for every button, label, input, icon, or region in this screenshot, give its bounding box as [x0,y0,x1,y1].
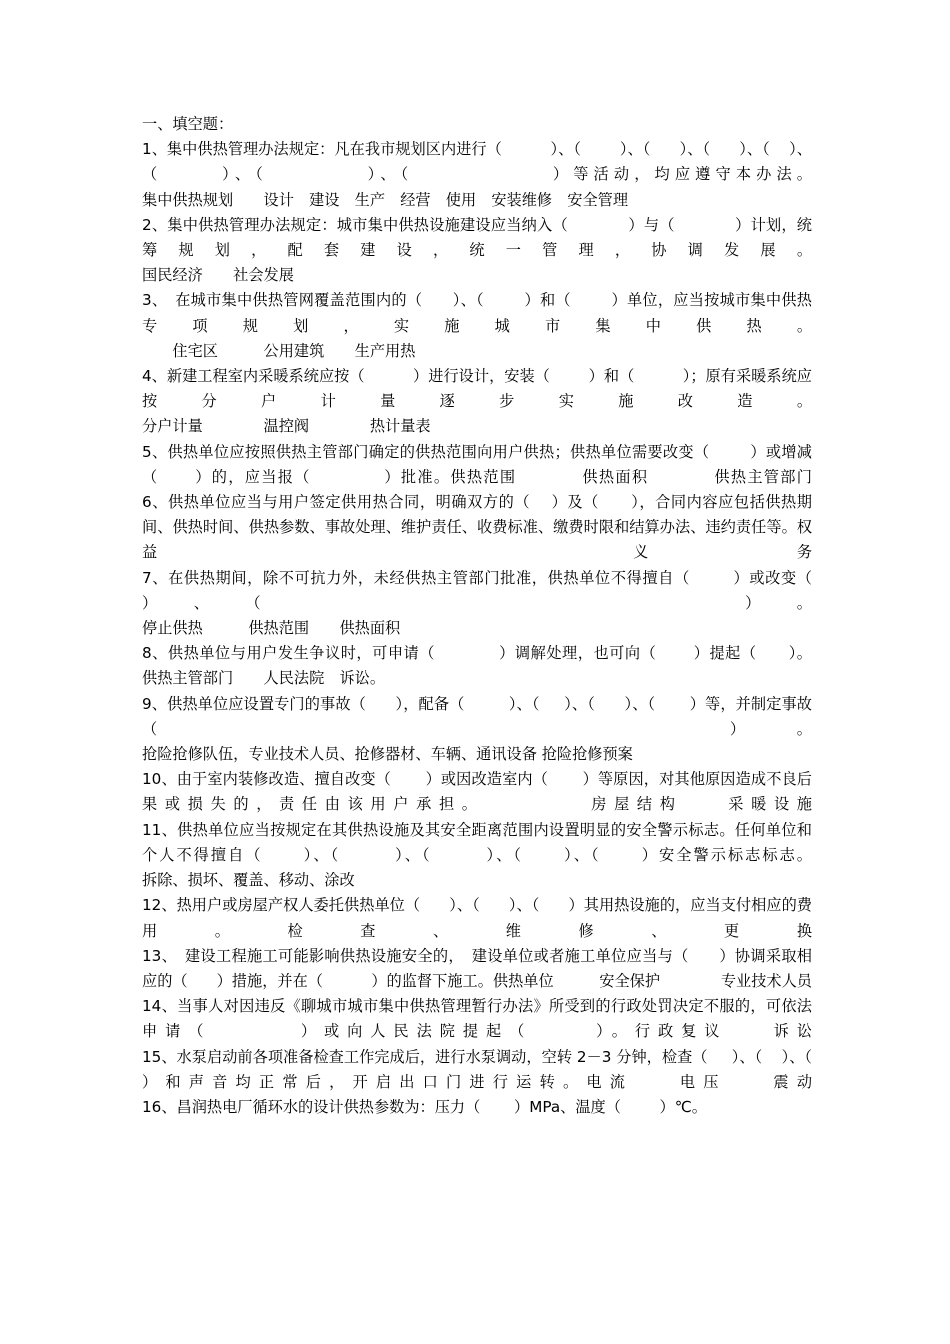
question-13-text: 13、 建设工程施工可能影响供热设施安全的， 建设单位或者施工单位应当与（ ）协调采取相应的（ ）措施，并在（ ）的监督下施工。供热单位 安全保护 专业技术人员 [142,946,812,990]
question-9-answer: 抢险抢修队伍，专业技术人员、抢修器材、车辆、通讯设备 抢险抢修预案 [142,745,633,764]
question-2-text: 2、集中供热管理办法规定：城市集中供热设施建设应当纳入（ ）与（ ）计划，统筹规划，配套建设，统一管理，协调发展。 [142,215,812,260]
question-11-text: 11、供热单位应当按规定在其供热设施及其安全距离范围内设置明显的安全警示标志。任何单位和个人不得擅自（ ）、（ ）、（ ）、（ ）、（ ）安全警示标志标志。 [142,820,812,864]
question-16-text: 16、昌润热电厂循环水的设计供热参数为：压力（ ）MPa、温度（ ）℃。 [142,1097,707,1116]
question-6-text: 6、供热单位应当与用户签定供用热合同，明确双方的（ ）及（ ），合同内容应包括供热期间、供热时间、供热参数、事故处理、维护责任、收费标准、缴费时限和结算办法、违约责任等。权益 义务 [142,493,812,562]
question-3-text: 3、 在城市集中供热管网覆盖范围内的（ ）、（ ）和（ ）单位，应当按城市集中供热专项规划，实施城市集中供热。 [142,291,812,335]
question-8-answer: 供热主管部门 人民法院 诉讼。 [142,669,385,688]
question-5-text: 5、供热单位应按照供热主管部门确定的供热范围向用户供热；供热单位需要改变（ ）或增减（ ）的，应当报（ ）批准。供热范围 供热面积 供热主管部门 [142,442,812,486]
question-3-answer: 住宅区 公用建筑 生产用热 [142,341,416,360]
question-9-text: 9、供热单位应设置专门的事故（ ），配备（ ）、（ ）、（ ）、（ ）等，并制定事故（ ）。 [142,694,812,738]
question-10-text: 10、由于室内装修改造、擅自改变（ ）或因改造室内（ ）等原因，对其他原因造成不良后果或损失的，责任由该用户承担。 房屋结构 采暖设施 [142,770,812,814]
question-7-answer: 停止供热 供热范围 供热面积 [142,619,401,638]
question-4-text: 4、新建工程室内采暖系统应按（ ）进行设计，安装（ ）和（ ）；原有采暖系统应按分户计量逐步实施改造。 [142,367,812,411]
question-4-answer: 分户计量 温控阀 热计量表 [142,417,431,436]
question-12-text: 12、热用户或房屋产权人委托供热单位（ ）、（ ）、（ ）其用热设施的，应当支付相应的费用。检查、维修、更换 [142,896,812,940]
question-1-text: 1、集中供热管理办法规定：凡在我市规划区内进行（ ）、（ ）、（ ）、（ ）、（ ）、（ ）、（ ）、（ ）等活动，均应遵守本办法。 [142,140,812,184]
document-body [142,112,841,1120]
question-2-answer: 国民经济 社会发展 [142,266,294,285]
section-heading: 一、填空题： [142,115,234,133]
question-15-text: 15、水泵启动前各项准备检查工作完成后，进行水泵调动，空转 2－3 分钟，检查（ ）、（ ）、（ ）和声音均正常后，开启出口门进行运转。电流 电压 震动 [142,1047,832,1091]
question-14-text: 14、当事人对因违反《聊城市城市集中供热管理暂行办法》所受到的行政处罚决定不服的，可依法申请（ ）或向人民法院提起（ ）。行政复议 诉讼 [142,997,812,1041]
question-1-answer: 集中供热规划 设计 建设 生产 经营 使用 安装维修 安全管理 [142,190,628,209]
question-8-text: 8、供热单位与用户发生争议时，可申请（ ）调解处理，也可向（ ）提起（ ）。 [142,644,812,663]
question-11-answer: 拆除、损坏、覆盖、移动、涂改 [142,871,355,890]
question-7-text: 7、在供热期间，除不可抗力外，未经供热主管部门批准，供热单位不得擅自（ ）或改变（ ）、（ ）。 [142,568,841,612]
